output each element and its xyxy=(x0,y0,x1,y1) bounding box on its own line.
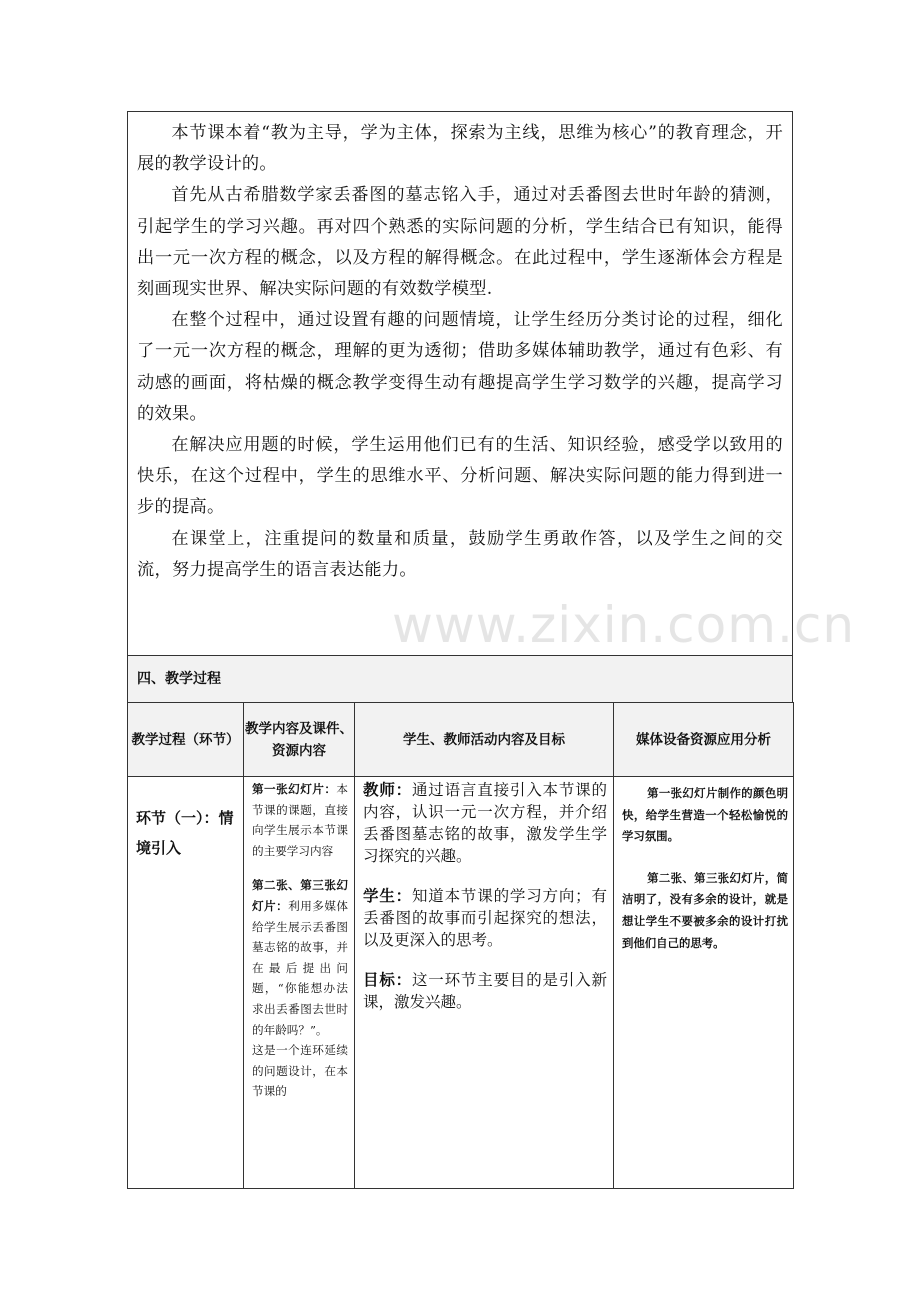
header-activity: 学生、教师活动内容及目标 xyxy=(355,703,614,777)
goal-label: 目标： xyxy=(363,971,412,989)
activity-cell xyxy=(355,777,614,1189)
goal-text: 这一环节主要目的是引入新课，激发兴趣。 xyxy=(363,971,607,1011)
student-text: 知道本节课的学习方向；有丢番图的故事而引起探究的想法，以及更深入的思考。 xyxy=(363,887,607,949)
student-label: 学生： xyxy=(363,887,412,905)
header-stage: 教学过程（环节） xyxy=(128,703,244,777)
header-content: 教学内容及课件、资源内容 xyxy=(244,703,355,777)
header-media: 媒体设备资源应用分析 xyxy=(614,703,794,777)
intro-text-box xyxy=(127,111,793,655)
slide1-label: 第一张幻灯片： xyxy=(252,782,337,796)
table-row xyxy=(128,777,794,1189)
intro-paragraph-4: 在解决应用题的时候，学生运用他们已有的生活、知识经验，感受学以致用的快乐，在这个过程中，学生的思维水平、分析问题、解决实际问题的能力得到进一步的提高。 xyxy=(137,435,783,518)
slide2-continued: 这是一个连环延续的问题设计，在本节课的 xyxy=(252,1043,348,1099)
intro-paragraph-5: 在课堂上，注重提问的数量和质量，鼓励学生勇敢作答，以及学生之间的交流，努力提高学生的语言表达能力。 xyxy=(137,528,783,580)
teacher-label: 教师： xyxy=(363,781,412,799)
slide2-label: 第二张、第三张幻灯片： xyxy=(252,878,348,913)
table-header-row xyxy=(128,703,794,777)
teacher-text: 通过语言直接引入本节课的内容，认识一元一次方程，并介绍丢番图墓志铭的故事，激发学生学习探究的兴趣。 xyxy=(363,781,607,865)
intro-paragraph-1: 本节课本着“教为主导，学为主体，探索为主线，思维为核心”的教育理念，开展的教学设计的。 xyxy=(137,123,783,175)
stage-cell xyxy=(128,777,244,1189)
process-table xyxy=(127,702,794,1189)
intro-paragraph-3: 在整个过程中，通过设置有趣的问题情境，让学生经历分类讨论的过程，细化了一元一次方程的概念，理解的更为透彻；借助多媒体辅助教学，通过有色彩、有动感的画面，将枯燥的概念教学变得生动有趣提高学生学习数学的兴趣，提高学习的效果。 xyxy=(137,310,783,424)
stage-label: 环节（一）：情境引入 xyxy=(136,809,234,857)
slide1-text: 本节课的课题，直接向学生展示本节课的主要学习内容 xyxy=(252,782,348,858)
content-cell xyxy=(244,777,355,1189)
media-analysis-2: 第二张、第三张幻灯片，简洁明了，没有多余的设计，就是想让学生不要被多余的设计打扰到他们自己的思考。 xyxy=(622,870,788,950)
media-analysis-1: 第一张幻灯片制作的颜色明快，给学生营造一个轻松愉悦的学习氛围。 xyxy=(622,786,788,844)
section-title: 四、教学过程 xyxy=(127,655,793,703)
slide2-text: 利用多媒体给学生展示丢番图墓志铭的故事，并在最后提出问题，“你能想办法求出丢番图去世时的年龄吗？”。 xyxy=(252,898,348,1037)
watermark: www.zixin.com.cn xyxy=(392,596,856,654)
media-cell xyxy=(614,777,794,1189)
intro-paragraph-2: 首先从古希腊数学家丢番图的墓志铭入手，通过对丢番图去世时年龄的猜测，引起学生的学习兴趣。再对四个熟悉的实际问题的分析，学生结合已有知识，能得出一元一次方程的概念，以及方程的解得概念。在此过程中，学生逐渐体会方程是刻画现实世界、解决实际问题的有效数学模型. xyxy=(137,185,783,300)
